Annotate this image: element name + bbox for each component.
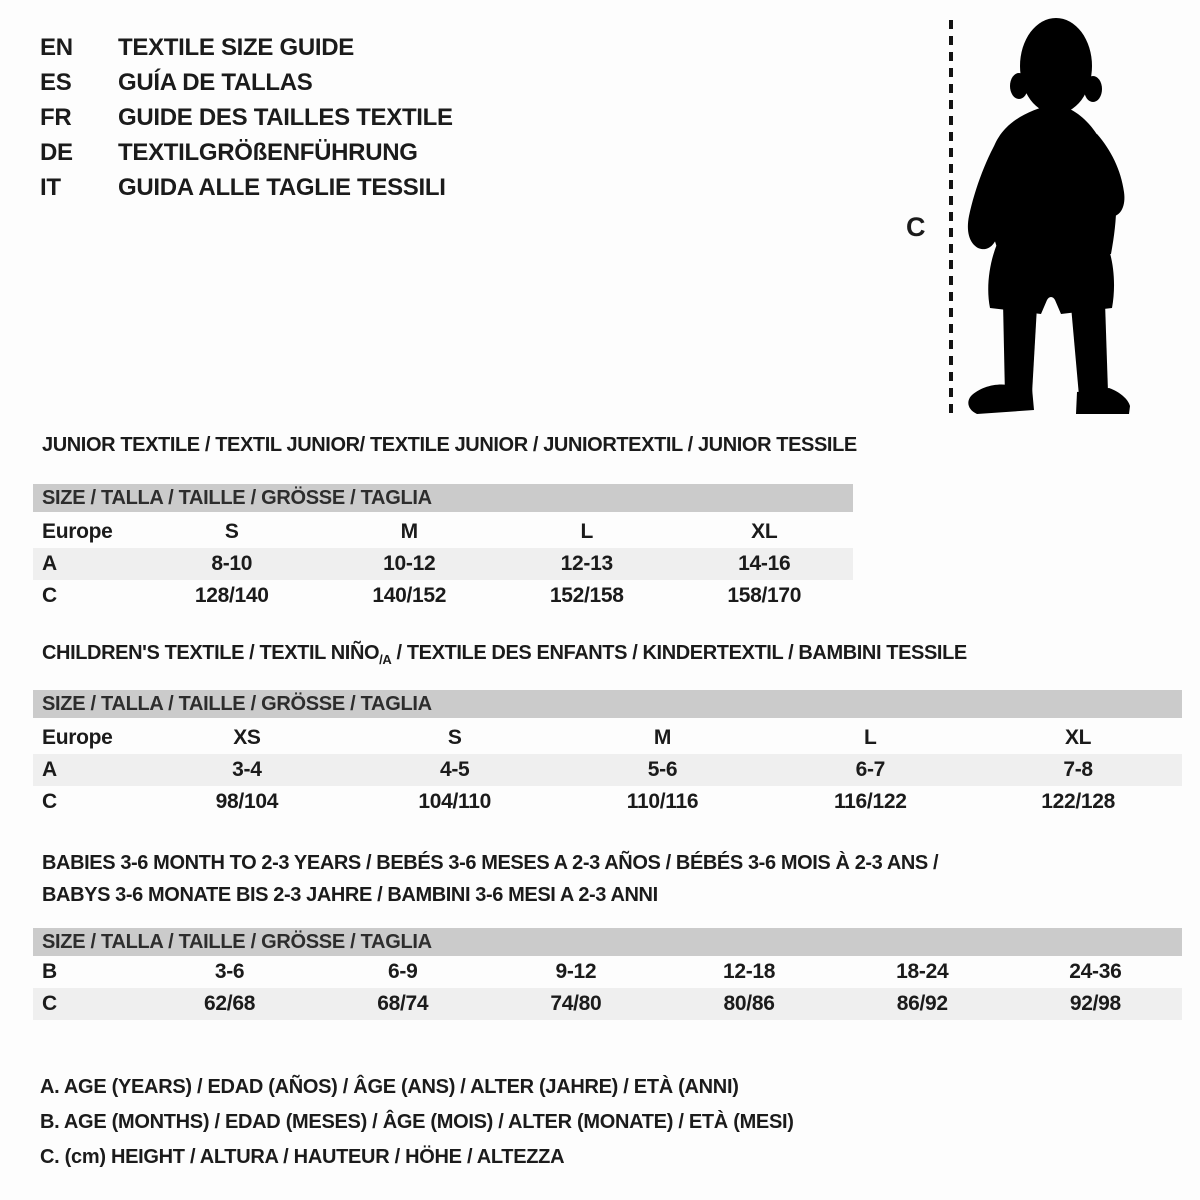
size-cell: 12-18 — [722, 960, 776, 983]
legend-line-a: A. AGE (YEARS) / EDAD (AÑOS) / ÂGE (ANS) / ALTER (JAHRE) / ETÀ (ANNI) — [40, 1076, 739, 1098]
lang-code: DE — [40, 138, 73, 166]
language-header — [40, 30, 453, 205]
lang-code: FR — [40, 103, 72, 131]
size-cell: 14-16 — [738, 552, 791, 575]
table-row — [33, 580, 853, 612]
lang-code: IT — [40, 173, 61, 201]
size-cell: 24-36 — [1069, 960, 1122, 983]
junior-size-header-bar: SIZE / TALLA / TAILLE / GRÖSSE / TAGLIA — [33, 484, 853, 512]
size-cell: 152/158 — [549, 584, 624, 607]
size-cell: 18-24 — [896, 960, 949, 983]
legend-line-c: C. (cm) HEIGHT / ALTURA / HAUTEUR / HÖHE / ALTEZZA — [40, 1146, 565, 1168]
size-cell: 74/80 — [550, 992, 602, 1015]
children-size-rows — [33, 722, 1182, 818]
lang-row-de — [40, 135, 453, 170]
size-cell: M — [653, 726, 672, 749]
size-cell: 8-10 — [211, 552, 253, 575]
children-title-subscript: /A — [379, 652, 392, 667]
size-cell: L — [580, 520, 594, 543]
size-cell: L — [864, 726, 877, 749]
row-label: A — [42, 552, 57, 575]
table-row — [33, 722, 1182, 754]
height-measure-label: C — [906, 212, 926, 242]
row-label: Europe — [42, 520, 113, 543]
size-cell: 10-12 — [383, 552, 436, 575]
junior-textile-section — [33, 433, 857, 613]
size-cell: XS — [233, 726, 261, 749]
lang-code: EN — [40, 33, 73, 61]
size-cell: 9-12 — [555, 960, 597, 983]
size-cell: 128/140 — [194, 584, 269, 607]
size-cell: 4-5 — [439, 758, 470, 781]
children-size-header-bar: SIZE / TALLA / TAILLE / GRÖSSE / TAGLIA — [33, 690, 1182, 718]
row-label: C — [42, 790, 57, 813]
babies-size-rows — [33, 956, 1182, 1020]
table-row — [33, 516, 853, 548]
junior-section-title: JUNIOR TEXTILE / TEXTIL JUNIOR/ TEXTILE JUNIOR / JUNIORTEXTIL / JUNIOR TESSILE — [42, 434, 857, 456]
size-cell: 6-9 — [388, 960, 418, 983]
lang-code: ES — [40, 68, 72, 96]
children-textile-section — [33, 641, 1182, 821]
lang-title: TEXTILE SIZE GUIDE — [118, 33, 354, 61]
size-cell: 104/110 — [418, 790, 492, 813]
babies-section-title-line2: BABYS 3-6 MONATE BIS 2-3 JAHRE / BAMBINI 3-6 MESI A 2-3 ANNI — [42, 884, 658, 906]
size-cell: 158/170 — [727, 584, 802, 607]
size-cell: M — [400, 520, 418, 543]
size-cell: 62/68 — [204, 992, 256, 1015]
lang-title: GUÍA DE TALLAS — [118, 68, 313, 96]
babies-textile-section — [33, 851, 1182, 1026]
size-cell: XL — [1064, 726, 1092, 749]
row-label: Europe — [42, 726, 113, 749]
row-label: B — [42, 960, 57, 983]
size-cell: 3-6 — [214, 960, 245, 983]
size-cell: 140/152 — [372, 584, 447, 607]
size-cell: S — [224, 520, 239, 543]
size-cell: 110/116 — [626, 790, 699, 813]
size-cell: 98/104 — [215, 790, 279, 813]
lang-title: GUIDE DES TAILLES TEXTILE — [118, 103, 453, 131]
size-cell: 5-6 — [647, 758, 678, 781]
toddler-silhouette-image — [958, 12, 1140, 418]
lang-title: TEXTILGRÖßENFÜHRUNG — [118, 138, 418, 166]
row-label: C — [42, 992, 57, 1015]
row-label: A — [42, 758, 57, 781]
legend-line-b: B. AGE (MONTHS) / EDAD (MESES) / ÂGE (MOIS) / ALTER (MONATE) / ETÀ (MESI) — [40, 1111, 794, 1133]
size-cell: 86/92 — [896, 992, 948, 1015]
size-cell: S — [447, 726, 462, 749]
table-row — [33, 548, 853, 580]
table-row — [33, 988, 1182, 1020]
size-cell: 116/122 — [833, 790, 907, 813]
table-row — [33, 956, 1182, 988]
size-cell: 80/86 — [723, 992, 775, 1015]
lang-row-en — [40, 30, 453, 65]
table-row — [33, 786, 1182, 818]
size-cell: 122/128 — [1041, 790, 1115, 813]
children-title-suffix: / TEXTILE DES ENFANTS / KINDERTEXTIL / BAMBINI TESSILE — [391, 642, 967, 664]
legend — [40, 1070, 794, 1175]
babies-size-header-bar: SIZE / TALLA / TAILLE / GRÖSSE / TAGLIA — [33, 928, 1182, 956]
table-row — [33, 754, 1182, 786]
height-measure-dashed-line — [949, 20, 953, 416]
children-section-title — [42, 641, 967, 672]
children-title-prefix: CHILDREN'S TEXTILE / TEXTIL NIÑO — [42, 642, 380, 664]
lang-row-it — [40, 170, 453, 205]
size-cell: 68/74 — [377, 992, 429, 1015]
size-cell: 12-13 — [560, 552, 613, 575]
lang-row-fr — [40, 100, 453, 135]
size-cell: 3-4 — [232, 758, 262, 781]
size-cell: 92/98 — [1069, 992, 1121, 1015]
babies-section-title-line1: BABIES 3-6 MONTH TO 2-3 YEARS / BEBÉS 3-6 MESES A 2-3 AÑOS / BÉBÉS 3-6 MOIS À 2-3 ANS / — [42, 852, 939, 874]
size-cell: XL — [751, 520, 778, 543]
size-cell: 6-7 — [855, 758, 886, 781]
lang-title: GUIDA ALLE TAGLIE TESSILI — [118, 173, 446, 201]
row-label: C — [42, 584, 57, 607]
size-cell: 7-8 — [1063, 758, 1093, 781]
junior-size-rows — [33, 516, 853, 612]
lang-row-es — [40, 65, 453, 100]
